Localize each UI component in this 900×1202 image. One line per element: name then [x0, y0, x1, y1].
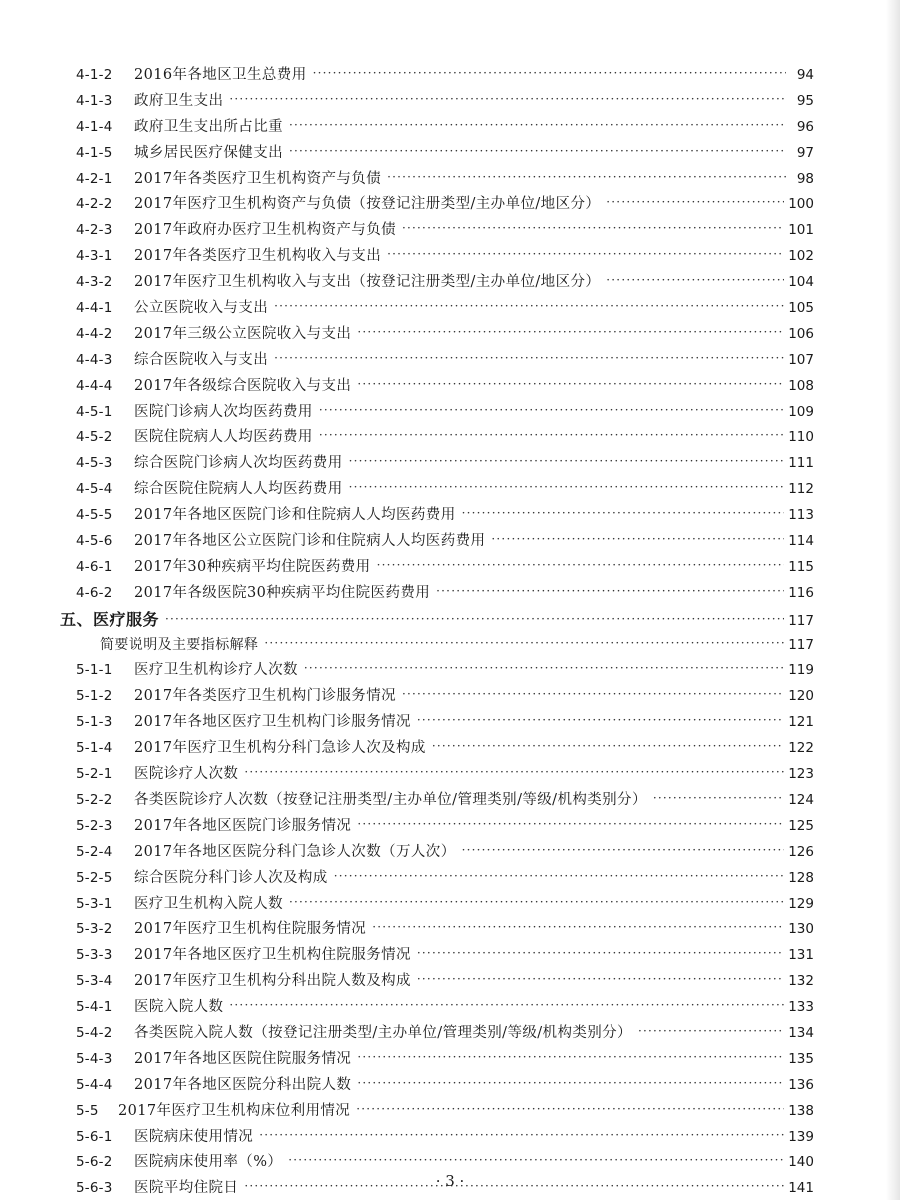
toc-page-number: 105	[788, 300, 814, 317]
toc-entry-number: 4-2-3	[76, 222, 113, 239]
toc-page-number: 104	[788, 274, 814, 291]
toc-entry-title: 综合医院门诊病人次均医药费用	[134, 455, 343, 472]
toc-page-number: 109	[788, 403, 814, 420]
toc-entry-title: 综合医院收入与支出	[134, 351, 269, 368]
toc-page-number: 96	[796, 118, 814, 135]
dot-leader	[319, 398, 784, 424]
toc-page-number: 108	[788, 377, 814, 394]
toc-entry-title: 2017年医疗卫生机构住院服务情况	[134, 921, 367, 938]
toc-page-number: 136	[788, 1076, 814, 1093]
toc-entry[interactable]	[76, 167, 814, 193]
toc-page-number: 94	[796, 67, 814, 83]
dot-leader	[274, 346, 784, 372]
dot-leader	[491, 527, 784, 553]
toc-entry-title: 2017年医疗卫生机构收入与支出（按登记注册类型/主办单位/地区分）	[134, 274, 601, 291]
toc-entry-title: 医疗卫生机构入院人数	[134, 895, 283, 912]
toc-entry-number: 4-1-5	[76, 144, 113, 161]
toc-page-number: 100	[788, 196, 814, 213]
toc-entry-title: 政府卫生支出所占比重	[134, 118, 283, 135]
toc-entry[interactable]	[76, 658, 814, 684]
toc-entry-title: 各类医院诊疗人次数（按登记注册类型/主办单位/管理类别/等级/机构类别分）	[134, 791, 647, 808]
toc-entry[interactable]	[76, 995, 814, 1021]
toc-entry[interactable]	[76, 244, 814, 270]
toc-entry-title: 医院入院人数	[134, 999, 224, 1016]
toc-entry-title: 2017年各地区医院门诊和住院病人人均医药费用	[134, 507, 456, 524]
dot-leader	[402, 216, 784, 242]
toc-entry-title: 医院诊疗人次数	[134, 766, 239, 783]
toc-entry-number: 5-2-1	[76, 766, 113, 783]
dot-leader	[356, 1097, 784, 1123]
dot-leader	[377, 553, 785, 579]
dot-leader	[289, 890, 784, 916]
dot-leader	[357, 1045, 784, 1071]
toc-entry[interactable]	[76, 788, 814, 814]
toc-entry[interactable]	[76, 451, 814, 477]
dot-leader	[638, 1019, 784, 1045]
toc-entry[interactable]	[76, 814, 814, 840]
toc-entry[interactable]	[76, 1047, 814, 1073]
toc-entry-number: 5-1-4	[76, 740, 113, 757]
toc-page-number: 114	[788, 533, 814, 550]
toc-entry[interactable]	[76, 477, 814, 503]
toc-page-number: 126	[788, 843, 814, 860]
toc-entry-title: 2017年各类医疗卫生机构收入与支出	[134, 248, 382, 265]
toc-page-number: 98	[796, 170, 814, 187]
toc-entry[interactable]	[76, 943, 814, 969]
toc-entry-title: 2017年各地区医院住院服务情况	[134, 1050, 352, 1067]
toc-entry-number: 4-4-3	[76, 351, 113, 368]
toc-page-number: 116	[788, 584, 814, 601]
toc-page-number: 107	[788, 351, 814, 368]
toc-entry-number: 4-4-2	[76, 325, 113, 342]
toc-page-number: 129	[788, 895, 814, 912]
toc-entry-number: 4-1-3	[76, 92, 113, 109]
toc-entry-number: 4-5-1	[76, 403, 113, 420]
toc-entry[interactable]	[76, 89, 814, 115]
toc-entry-number: 5-3-3	[76, 947, 113, 964]
toc-page-number: 112	[788, 481, 814, 498]
toc-entry-number: 5-6-1	[76, 1128, 113, 1145]
toc-entry-number: 5-4-1	[76, 999, 113, 1016]
toc-page-number: 121	[788, 714, 814, 731]
dot-leader	[349, 475, 785, 501]
dot-leader	[357, 812, 784, 838]
toc-entry[interactable]	[76, 1021, 814, 1047]
toc-entry[interactable]	[76, 322, 814, 348]
dot-leader	[606, 268, 784, 294]
dot-leader	[319, 423, 784, 449]
toc-entry-number: 5-3-1	[76, 895, 113, 912]
dot-leader	[372, 915, 784, 941]
toc-entry-number: 4-5-4	[76, 481, 113, 498]
toc-entry[interactable]	[76, 762, 814, 788]
toc-entry-title: 医院病床使用情况	[134, 1128, 254, 1145]
toc-page-number: 131	[788, 947, 814, 964]
toc-page-number: 130	[788, 921, 814, 938]
toc-page-number: 117	[788, 636, 814, 653]
toc-entry-title: 2017年30种疾病平均住院医药费用	[134, 558, 371, 575]
toc-entry-title: 政府卫生支出	[134, 92, 224, 109]
dot-leader	[334, 864, 785, 890]
toc-entry-title: 综合医院分科门诊人次及构成	[134, 869, 328, 886]
toc-entry-number: 5-6-3	[76, 1180, 113, 1197]
dot-leader	[357, 372, 784, 398]
toc-page-number: 106	[788, 325, 814, 342]
toc-entry-number: 4-5-3	[76, 455, 113, 472]
toc-entry[interactable]	[76, 425, 814, 451]
toc-entry[interactable]	[76, 218, 814, 244]
dot-leader	[313, 61, 786, 87]
toc-entry-number: 4-6-1	[76, 558, 113, 575]
table-of-contents	[60, 63, 814, 1202]
section-title: 五、医疗服务	[60, 609, 160, 629]
toc-page-number: 119	[788, 662, 814, 679]
toc-entry[interactable]	[76, 141, 814, 167]
toc-entry-title: 医院住院病人人均医药费用	[134, 429, 313, 446]
toc-entry[interactable]	[76, 1099, 814, 1125]
page-number-footer: · 3 ·	[435, 1172, 465, 1190]
toc-entry[interactable]	[76, 892, 814, 918]
toc-page-number: 140	[788, 1154, 814, 1171]
toc-entry-number: 4-2-2	[76, 196, 113, 213]
toc-entry-number: 5-2-3	[76, 817, 113, 834]
dot-leader	[402, 682, 784, 708]
toc-entry[interactable]	[76, 400, 814, 426]
dot-leader	[229, 993, 784, 1019]
toc-entry-number: 5-2-2	[76, 791, 113, 808]
dot-leader	[432, 734, 784, 760]
toc-entry-number: 5-4-3	[76, 1050, 113, 1067]
toc-entry-number: 5-1-1	[76, 662, 113, 679]
dot-leader	[288, 1148, 784, 1174]
toc-page-number: 134	[788, 1024, 814, 1041]
toc-entry[interactable]	[76, 736, 814, 762]
dot-leader	[349, 449, 785, 475]
dot-leader	[165, 607, 784, 633]
dot-leader	[417, 967, 784, 993]
toc-entry[interactable]	[76, 374, 814, 400]
toc-entry-title: 2017年医疗卫生机构资产与负债（按登记注册类型/主办单位/地区分）	[134, 196, 601, 213]
toc-entry[interactable]	[76, 1125, 814, 1151]
dot-leader	[387, 242, 784, 268]
toc-entry-title: 2017年各级医院30种疾病平均住院医药费用	[134, 584, 431, 601]
toc-entry-title: 公立医院收入与支出	[134, 300, 269, 317]
toc-entry-number: 4-4-4	[76, 377, 113, 394]
toc-page-number: 101	[788, 222, 814, 239]
toc-entry-title: 2016年各地区卫生总费用	[134, 67, 307, 83]
toc-entry[interactable]	[76, 684, 814, 710]
toc-page-number: 117	[788, 612, 814, 629]
toc-page-number: 133	[788, 999, 814, 1016]
toc-page-number: 138	[788, 1102, 814, 1119]
toc-entry-number: 5-4-4	[76, 1076, 113, 1093]
dot-leader	[264, 631, 784, 657]
toc-entry-number: 4-3-1	[76, 248, 113, 265]
dot-leader	[417, 708, 784, 734]
toc-entry-title: 2017年政府办医疗卫生机构资产与负债	[134, 222, 396, 239]
toc-entry[interactable]	[76, 270, 814, 296]
toc-entry-title: 2017年三级公立医院收入与支出	[134, 325, 352, 342]
toc-entry-title: 简要说明及主要指标解释	[100, 636, 259, 653]
dot-leader	[229, 87, 786, 113]
toc-entry-title: 各类医院入院人数（按登记注册类型/主办单位/管理类别/等级/机构类别分）	[134, 1024, 632, 1041]
toc-entry[interactable]	[76, 348, 814, 374]
toc-page-number: 135	[788, 1050, 814, 1067]
dot-leader	[653, 786, 784, 812]
toc-entry-number: 4-5-5	[76, 507, 113, 524]
toc-entry-number: 4-1-4	[76, 118, 113, 135]
dot-leader	[417, 941, 784, 967]
toc-entry-number: 4-4-1	[76, 300, 113, 317]
toc-entry[interactable]	[76, 969, 814, 995]
toc-entry[interactable]	[76, 529, 814, 555]
toc-entry-title: 综合医院住院病人人均医药费用	[134, 481, 343, 498]
toc-entry-number: 5-1-3	[76, 714, 113, 731]
dot-leader	[289, 113, 786, 139]
toc-entry[interactable]	[76, 503, 814, 529]
toc-entry[interactable]	[76, 115, 814, 141]
toc-page-number: 110	[788, 429, 814, 446]
toc-entry-title: 医院病床使用率（%）	[134, 1154, 283, 1171]
toc-entry-title: 2017年各地区医疗卫生机构住院服务情况	[134, 947, 411, 964]
toc-page-number: 111	[788, 455, 814, 472]
toc-entry-number: 5-3-2	[76, 921, 113, 938]
toc-entry-title: 医院门诊病人次均医药费用	[134, 403, 313, 420]
toc-entry[interactable]	[76, 192, 814, 218]
dot-leader	[244, 760, 784, 786]
toc-entry[interactable]	[76, 840, 814, 866]
dot-leader	[387, 165, 786, 191]
toc-entry-number: 4-2-1	[76, 170, 113, 187]
toc-entry-number: 4-5-2	[76, 429, 113, 446]
toc-entry[interactable]	[76, 710, 814, 736]
toc-entry-title: 2017年各地区医疗卫生机构门诊服务情况	[134, 714, 411, 731]
dot-leader	[304, 656, 784, 682]
dot-leader	[462, 838, 785, 864]
toc-section-heading[interactable]	[60, 607, 814, 633]
toc-page-number: 141	[788, 1180, 814, 1197]
toc-entry-number: 5-6-2	[76, 1154, 113, 1171]
toc-page-number: 139	[788, 1128, 814, 1145]
toc-entry-title: 2017年各地区公立医院门诊和住院病人人均医药费用	[134, 533, 486, 550]
toc-page-number: 122	[788, 740, 814, 757]
toc-entry[interactable]	[76, 63, 814, 89]
toc-entry-number: 5-1-2	[76, 688, 113, 705]
toc-page-number: 102	[788, 248, 814, 265]
toc-entry-title: 医院平均住院日	[134, 1180, 239, 1197]
toc-entry[interactable]	[76, 555, 814, 581]
dot-leader	[357, 1071, 784, 1097]
toc-entry-number: 4-1-2	[76, 67, 113, 83]
toc-entry-title: 2017年各类医疗卫生机构资产与负债	[134, 170, 382, 187]
toc-page-number: 124	[788, 791, 814, 808]
toc-entry[interactable]	[76, 866, 814, 892]
toc-entry-title: 2017年各地区医院门诊服务情况	[134, 817, 352, 834]
toc-entry-number: 4-6-2	[76, 584, 113, 601]
toc-page-number: 120	[788, 688, 814, 705]
toc-page-number: 128	[788, 869, 814, 886]
toc-entry-title: 医疗卫生机构诊疗人次数	[134, 662, 298, 679]
toc-entry-title: 2017年医疗卫生机构分科出院人数及构成	[134, 973, 411, 990]
toc-entry[interactable]	[76, 917, 814, 943]
dot-leader	[289, 139, 786, 165]
dot-leader	[436, 579, 784, 605]
toc-page-number: 113	[788, 507, 814, 524]
toc-entry[interactable]	[76, 581, 814, 607]
toc-entry-number: 4-5-6	[76, 533, 113, 550]
dot-leader	[606, 190, 784, 216]
toc-entry-title: 2017年各地区医院分科出院人数	[134, 1076, 352, 1093]
toc-entry-title: 2017年医疗卫生机构床位利用情况	[118, 1102, 351, 1119]
toc-page-number: 123	[788, 766, 814, 783]
toc-page-number: 115	[788, 558, 814, 575]
dot-leader	[259, 1123, 784, 1149]
toc-entry-title: 2017年医疗卫生机构分科门急诊人次及构成	[134, 740, 426, 757]
toc-entry-title: 2017年各地区医院分科门急诊人次数（万人次）	[134, 843, 456, 860]
toc-entry-title: 城乡居民医疗保健支出	[134, 144, 283, 161]
dot-leader	[274, 294, 784, 320]
toc-page-number: 125	[788, 817, 814, 834]
page-edge-shadow	[886, 0, 900, 1200]
toc-entry-number: 4-3-2	[76, 274, 113, 291]
toc-page-number: 132	[788, 973, 814, 990]
toc-entry-number: 5-5	[76, 1102, 99, 1119]
toc-entry[interactable]	[76, 633, 814, 659]
toc-entry[interactable]	[76, 1073, 814, 1099]
dot-leader	[462, 501, 785, 527]
toc-entry-title: 2017年各类医疗卫生机构门诊服务情况	[134, 688, 396, 705]
toc-entry-title: 2017年各级综合医院收入与支出	[134, 377, 352, 394]
toc-page-number: 97	[796, 144, 814, 161]
toc-entry[interactable]	[76, 296, 814, 322]
dot-leader	[357, 320, 784, 346]
toc-entry-number: 5-4-2	[76, 1024, 113, 1041]
toc-entry-number: 5-2-5	[76, 869, 113, 886]
toc-entry-number: 5-3-4	[76, 973, 113, 990]
toc-page-number: 95	[796, 92, 814, 109]
toc-entry-number: 5-2-4	[76, 843, 113, 860]
